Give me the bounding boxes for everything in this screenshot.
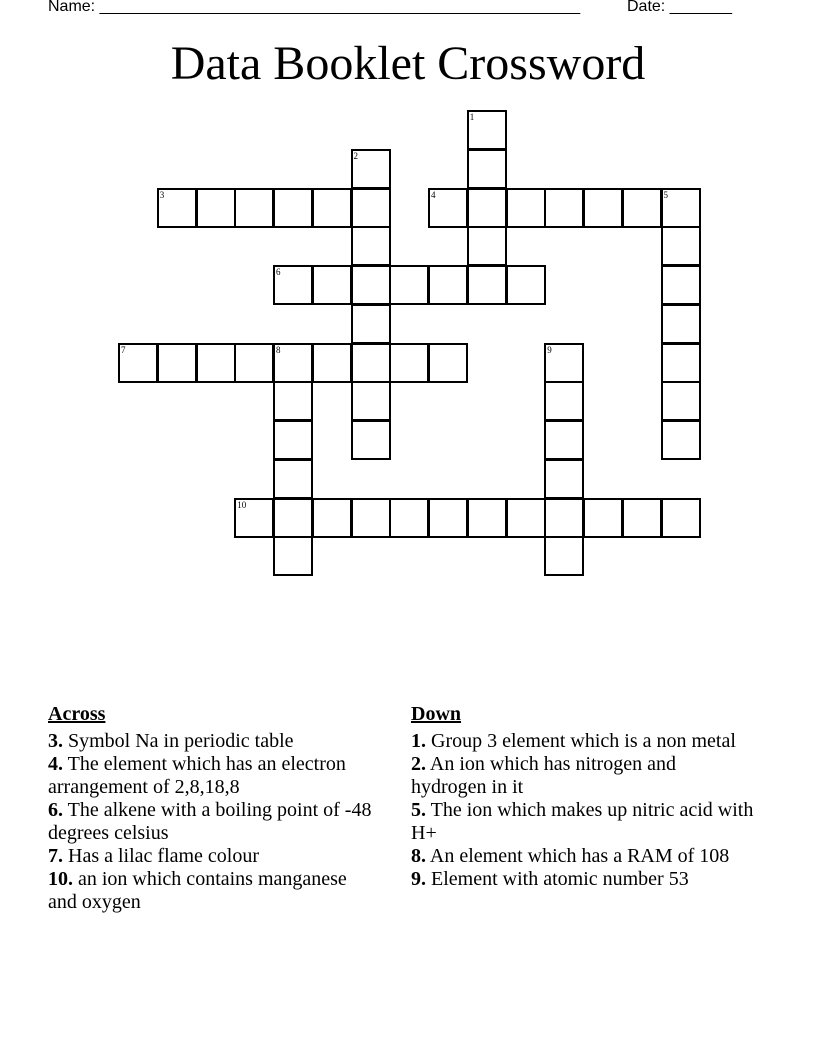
grid-cell[interactable] bbox=[506, 498, 546, 538]
clue-text: An element which has a RAM of 108 bbox=[429, 845, 730, 867]
clue-text: The ion which makes up nitric acid with H+ bbox=[411, 799, 754, 844]
grid-cell[interactable] bbox=[351, 265, 391, 305]
grid-cell[interactable] bbox=[544, 420, 584, 460]
clue-number: 5. bbox=[411, 799, 426, 821]
cell-number: 8 bbox=[276, 344, 281, 355]
grid-cell[interactable] bbox=[312, 498, 352, 538]
grid-cell[interactable] bbox=[351, 498, 391, 538]
grid-cell[interactable] bbox=[196, 343, 236, 383]
clue-number: 7. bbox=[48, 845, 63, 867]
clue-item bbox=[48, 845, 378, 868]
grid-cell[interactable] bbox=[661, 265, 701, 305]
clue-item bbox=[411, 845, 756, 868]
clue-number: 3. bbox=[48, 730, 63, 752]
cell-number: 6 bbox=[276, 267, 281, 277]
clue-number: 6. bbox=[48, 799, 63, 821]
grid-cell[interactable] bbox=[583, 498, 623, 538]
grid-cell[interactable] bbox=[428, 498, 468, 538]
grid-cell[interactable] bbox=[273, 343, 313, 383]
clue-number: 8. bbox=[411, 845, 426, 867]
grid-cell[interactable] bbox=[234, 188, 274, 228]
grid-cell[interactable] bbox=[583, 188, 623, 228]
cell-number: 4 bbox=[431, 189, 436, 200]
clue-text: Has a lilac flame colour bbox=[68, 845, 260, 867]
clue-text: The element which has an electron arrangement of 2,8,18,8 bbox=[48, 753, 346, 798]
grid-cell[interactable] bbox=[389, 498, 429, 538]
grid-cell[interactable] bbox=[273, 536, 313, 576]
grid-cell[interactable] bbox=[428, 343, 468, 383]
grid-cell[interactable] bbox=[622, 498, 662, 538]
across-clues bbox=[48, 703, 378, 914]
grid-cell[interactable] bbox=[428, 265, 468, 305]
clue-number: 2. bbox=[411, 753, 426, 775]
grid-cell[interactable] bbox=[351, 188, 391, 228]
grid-cell[interactable] bbox=[467, 226, 507, 266]
grid-cell[interactable] bbox=[428, 188, 468, 228]
down-clue-list bbox=[411, 730, 756, 891]
clue-item bbox=[411, 753, 756, 799]
grid-cell[interactable] bbox=[312, 343, 352, 383]
clue-number: 9. bbox=[411, 868, 426, 890]
grid-cell[interactable] bbox=[467, 149, 507, 189]
grid-cell[interactable] bbox=[467, 188, 507, 228]
grid-cell[interactable] bbox=[351, 420, 391, 460]
cell-number: 7 bbox=[121, 344, 126, 355]
grid-cell[interactable] bbox=[157, 343, 197, 383]
grid-cell[interactable] bbox=[661, 381, 701, 421]
clue-text: Group 3 element which is a non metal bbox=[431, 730, 736, 752]
clue-item bbox=[411, 730, 756, 753]
grid-cell[interactable] bbox=[506, 265, 546, 305]
grid-cell[interactable] bbox=[351, 381, 391, 421]
clue-number: 10. bbox=[48, 868, 73, 890]
grid-cell[interactable] bbox=[661, 188, 701, 228]
across-heading: Across bbox=[48, 703, 106, 725]
grid-cell[interactable] bbox=[273, 188, 313, 228]
grid-cell[interactable] bbox=[351, 149, 391, 189]
grid-cell[interactable] bbox=[273, 420, 313, 460]
grid-cell[interactable] bbox=[118, 343, 158, 383]
grid-cell[interactable] bbox=[467, 498, 507, 538]
clue-item bbox=[48, 868, 378, 914]
clue-item bbox=[48, 753, 378, 799]
grid-cell[interactable] bbox=[544, 459, 584, 499]
clue-number: 4. bbox=[48, 753, 63, 775]
clue-text: The alkene with a boiling point of -48 degrees celsius bbox=[48, 799, 372, 844]
grid-cell[interactable] bbox=[351, 304, 391, 344]
grid-cell[interactable] bbox=[544, 498, 584, 538]
grid-cell[interactable] bbox=[351, 226, 391, 266]
grid-cell[interactable] bbox=[661, 304, 701, 344]
cell-number: 1 bbox=[469, 112, 475, 122]
grid-cell[interactable] bbox=[661, 420, 701, 460]
cell-number: 9 bbox=[547, 344, 552, 355]
grid-cell[interactable] bbox=[661, 343, 701, 383]
down-heading: Down bbox=[411, 703, 462, 725]
grid-cell[interactable] bbox=[506, 188, 546, 228]
grid-cell[interactable] bbox=[273, 459, 313, 499]
clue-text: An ion which has nitrogen and hydrogen in it bbox=[411, 753, 676, 798]
cell-number: 10 bbox=[237, 499, 247, 510]
clue-text: Element with atomic number 53 bbox=[431, 868, 689, 890]
name-field[interactable]: Name: ______________________________________________________ bbox=[48, 0, 581, 15]
grid-cell[interactable] bbox=[312, 265, 352, 305]
clue-text: Symbol Na in periodic table bbox=[68, 730, 294, 752]
clue-item bbox=[411, 868, 756, 891]
grid-cell[interactable] bbox=[157, 188, 197, 228]
grid-cell[interactable] bbox=[467, 265, 507, 305]
grid-cell[interactable] bbox=[544, 381, 584, 421]
grid-cell[interactable] bbox=[467, 110, 507, 150]
clue-number: 1. bbox=[411, 730, 426, 752]
grid-cell[interactable] bbox=[389, 343, 429, 383]
clue-item bbox=[411, 799, 756, 845]
clue-item bbox=[48, 799, 378, 845]
page-title: Data Booklet Crossword bbox=[170, 37, 646, 90]
grid-cell[interactable] bbox=[544, 343, 584, 383]
date-field[interactable]: Date: _______ bbox=[627, 0, 732, 15]
down-clues bbox=[411, 703, 756, 891]
grid-cell[interactable] bbox=[273, 265, 313, 305]
grid-cell[interactable] bbox=[196, 188, 236, 228]
grid-cell[interactable] bbox=[544, 536, 584, 576]
cell-number: 2 bbox=[353, 150, 358, 161]
cell-number: 5 bbox=[663, 189, 668, 200]
grid-cell[interactable] bbox=[312, 188, 352, 228]
grid-cell[interactable] bbox=[234, 343, 274, 383]
clue-item bbox=[48, 730, 378, 753]
grid-cell[interactable] bbox=[661, 498, 701, 538]
grid-cell[interactable] bbox=[351, 343, 391, 383]
grid-cell[interactable] bbox=[544, 188, 584, 228]
across-clue-list bbox=[48, 730, 378, 914]
cell-number: 3 bbox=[159, 189, 165, 200]
grid-cell[interactable] bbox=[661, 226, 701, 266]
grid-cell[interactable] bbox=[273, 498, 313, 538]
grid-cell[interactable] bbox=[622, 188, 662, 228]
clue-text: an ion which contains manganese and oxygen bbox=[48, 868, 347, 913]
grid-cell[interactable] bbox=[389, 265, 429, 305]
grid-cell[interactable] bbox=[273, 381, 313, 421]
grid-cell[interactable] bbox=[234, 498, 274, 538]
